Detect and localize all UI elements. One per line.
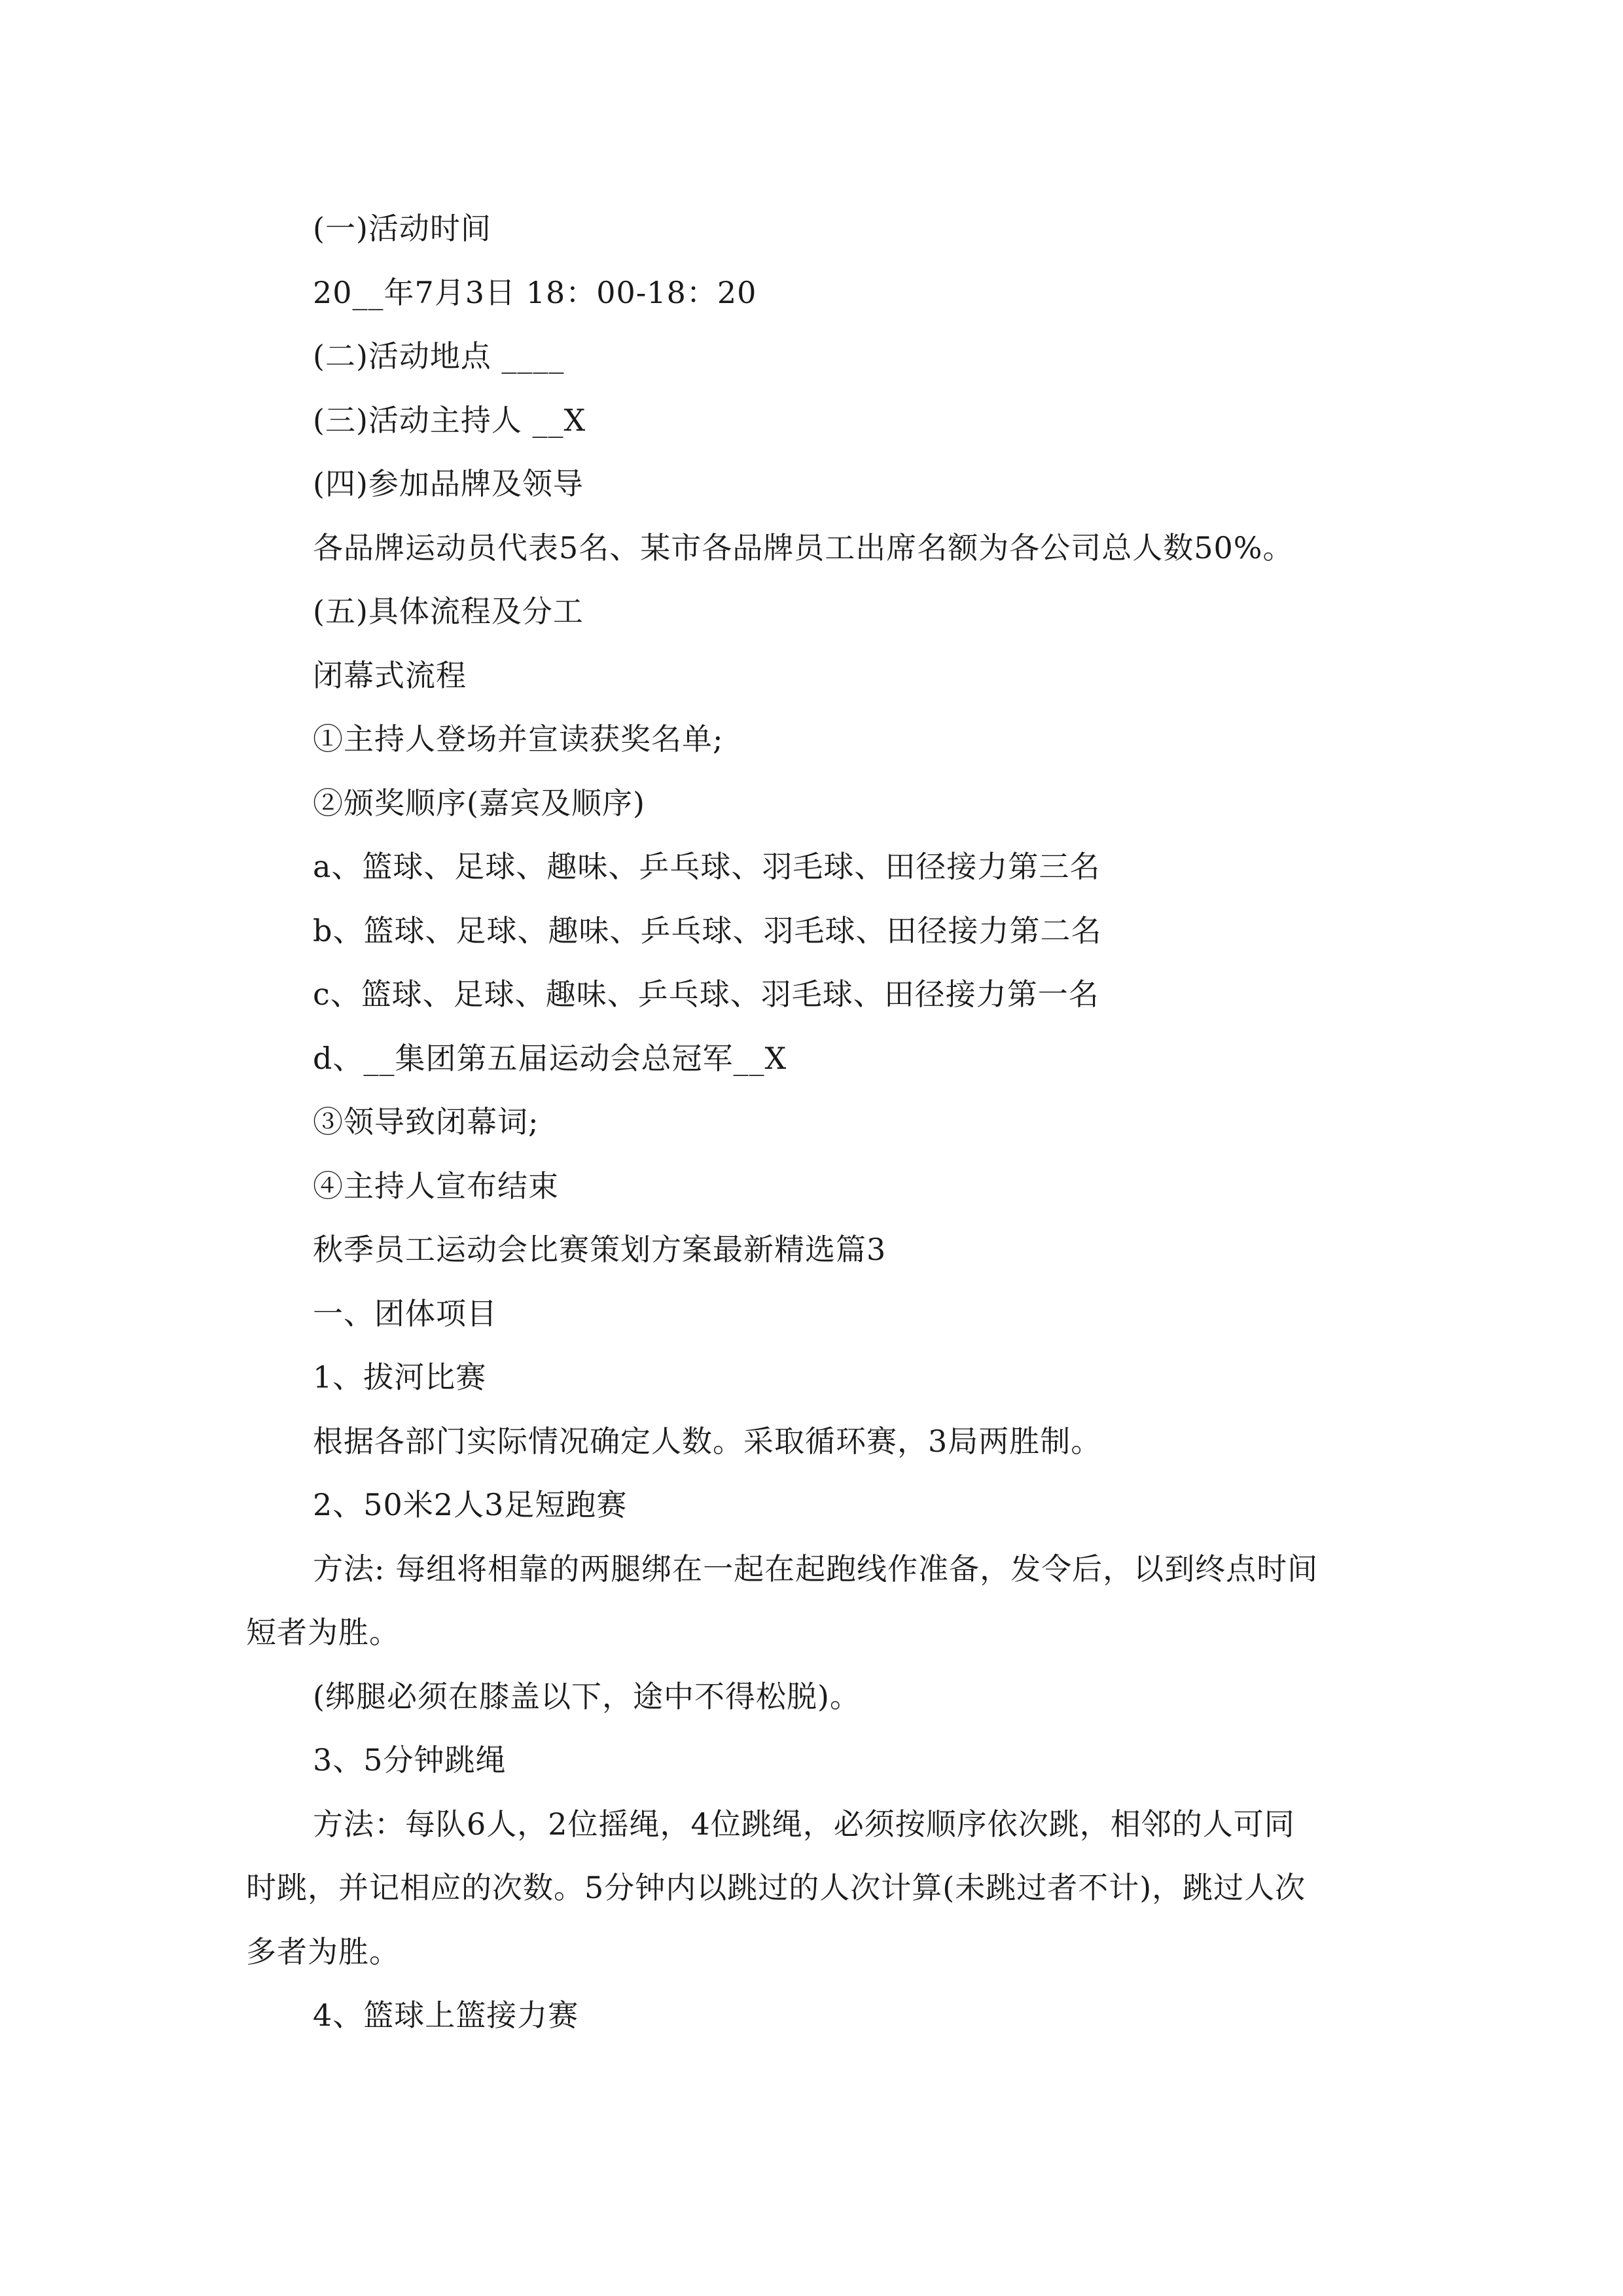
award-item-c: c、篮球、足球、趣味、乒乓球、羽毛球、田径接力第一名: [313, 977, 1099, 1012]
award-item-a: a、篮球、足球、趣味、乒乓球、羽毛球、田径接力第三名: [313, 849, 1101, 884]
event-3-method-line-1: 方法：每队6人，2位摇绳，4位跳绳，必须按顺序依次跳，相邻的人可同: [313, 1806, 1295, 1842]
closing-ceremony-heading: 闭幕式流程: [313, 658, 467, 693]
section-brands-leaders-heading: (四)参加品牌及领导: [313, 466, 584, 501]
team-events-heading: 一、团体项目: [313, 1296, 497, 1331]
event-3-method-line-3: 多者为胜。: [246, 1934, 400, 1969]
section-process-heading: (五)具体流程及分工: [313, 594, 584, 629]
award-item-b: b、篮球、足球、趣味、乒乓球、羽毛球、田径接力第二名: [313, 913, 1102, 948]
process-step-4: ④主持人宣布结束: [313, 1168, 559, 1204]
process-step-3: ③领导致闭幕词;: [313, 1104, 539, 1139]
section-activity-location-heading: (二)活动地点 ____: [313, 338, 565, 374]
section-host-heading: (三)活动主持人 __X: [313, 403, 586, 438]
process-step-1: ①主持人登场并宣读获奖名单;: [313, 721, 724, 757]
process-step-2: ②颁奖顺序(嘉宾及顺序): [313, 785, 645, 821]
event-2-title: 2、50米2人3足短跑赛: [313, 1487, 628, 1522]
event-3-title: 3、5分钟跳绳: [313, 1742, 507, 1778]
event-4-title: 4、篮球上篮接力赛: [313, 1998, 579, 2033]
article-section-title: 秋季员工运动会比赛策划方案最新精选篇3: [313, 1232, 887, 1267]
event-2-note: (绑腿必须在膝盖以下，途中不得松脱)。: [313, 1679, 861, 1714]
event-1-title: 1、拔河比赛: [313, 1359, 487, 1395]
award-item-d: d、__集团第五届运动会总冠军__X: [313, 1041, 787, 1076]
brands-leaders-text: 各品牌运动员代表5名、某市各品牌员工出席名额为各公司总人数50%。: [313, 530, 1294, 565]
event-3-method-line-2: 时跳，并记相应的次数。5分钟内以跳过的人次计算(未跳过者不计)，跳过人次: [246, 1870, 1306, 1905]
section-activity-time-heading: (一)活动时间: [313, 211, 491, 246]
event-1-text: 根据各部门实际情况确定人数。采取循环赛，3局两胜制。: [313, 1424, 1102, 1459]
event-2-method-line-1: 方法: 每组将相靠的两腿绑在一起在起跑线作准备，发令后，以到终点时间: [313, 1551, 1319, 1587]
event-2-method-line-2: 短者为胜。: [246, 1615, 400, 1650]
activity-time-text: 20__年7月3日 18：00-18：20: [313, 275, 757, 310]
